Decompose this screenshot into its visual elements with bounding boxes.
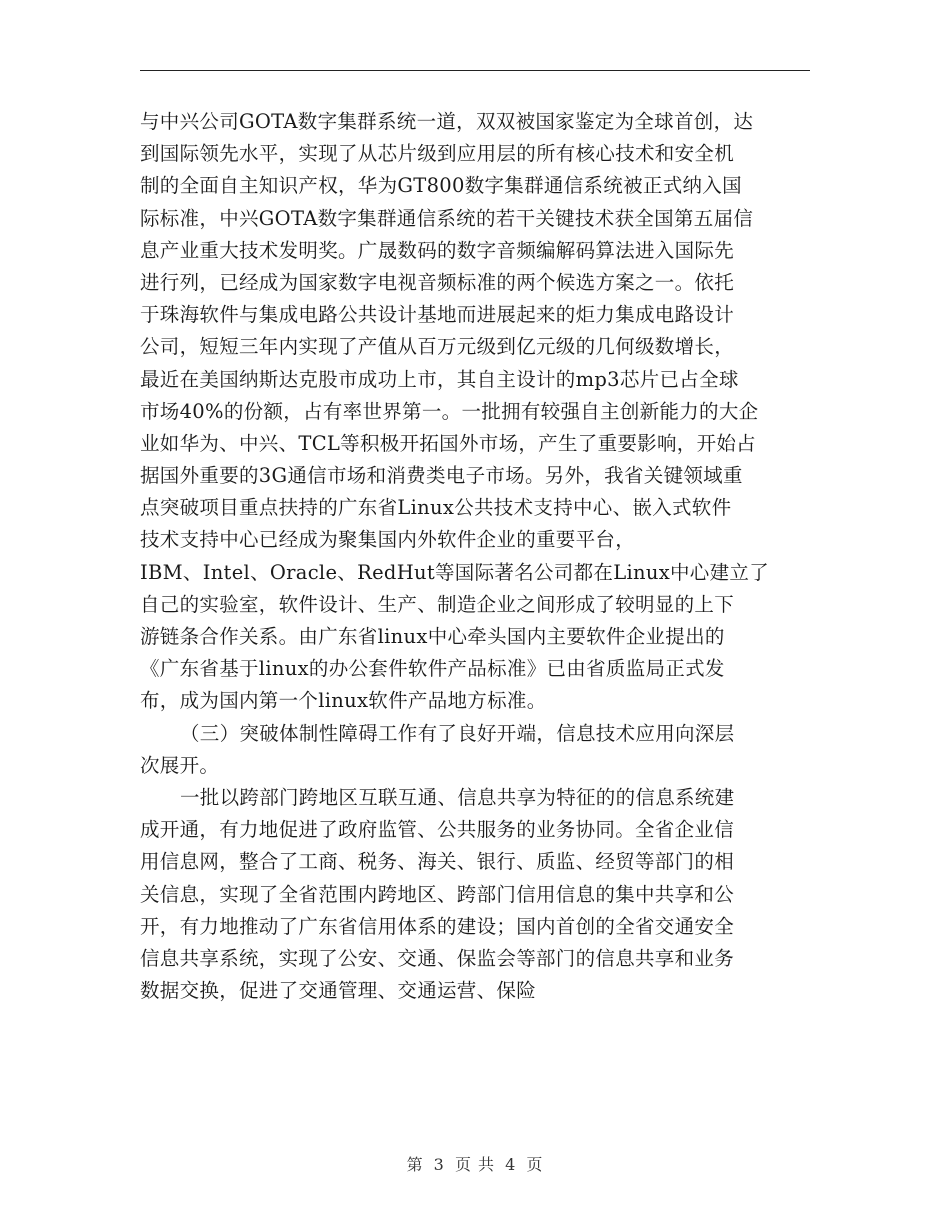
text-line: 用信息网，整合了工商、税务、海关、银行、质监、经贸等部门的相: [140, 850, 735, 874]
text-line: 市场40%的份额，占有率世界第一。一批拥有较强自主创新能力的大企: [140, 399, 759, 423]
page-footer: [0, 1152, 950, 1175]
text-line: 业如华为、中兴、TCL等积极开拓国外市场，产生了重要影响，开始占: [140, 431, 756, 455]
footer-middle: 页 共: [454, 1155, 496, 1174]
text-line: 到国际领先水平，实现了从芯片级到应用层的所有核心技术和安全机: [140, 142, 735, 166]
header-rule: [140, 70, 810, 71]
footer-prefix: 第: [406, 1155, 424, 1174]
section-heading: （三）突破体制性障碍工作有了良好开端，信息技术应用向深层: [180, 721, 735, 745]
text-line: 关信息，实现了全省范围内跨地区、跨部门信用信息的集中共享和公: [140, 882, 735, 906]
text-line: 布，成为国内第一个linux软件产品地方标准。: [140, 689, 547, 713]
text-line: 与中兴公司GOTA数字集群系统一道，双双被国家鉴定为全球首创，达: [140, 110, 754, 133]
page-total: 4: [505, 1155, 517, 1174]
section-heading-continued: 次展开。: [140, 753, 220, 777]
text-line: 最近在美国纳斯达克股市成功上市，其自主设计的mp3芯片已占全球: [140, 367, 739, 391]
text-line: 一批以跨部门跨地区互联互通、信息共享为特征的的信息系统建: [180, 785, 735, 809]
text-line: 公司，短短三年内实现了产值从百万元级到亿元级的几何级数增长，: [140, 335, 735, 359]
text-line: 点突破项目重点扶持的广东省Linux公共技术支持中心、嵌入式软件: [140, 496, 732, 520]
text-line: 于珠海软件与集成电路公共设计基地而进展起来的炬力集成电路设计: [140, 303, 735, 327]
text-line: 技术支持中心已经成为聚集国内外软件企业的重要平台，: [140, 528, 636, 552]
text-line: 数据交换，促进了交通管理、交通运营、保险: [140, 979, 537, 1003]
text-line: 成开通，有力地促进了政府监管、公共服务的业务协同。全省企业信: [140, 818, 735, 842]
text-line: 息产业重大技术发明奖。广晟数码的数字音频编解码算法进入国际先: [140, 238, 735, 262]
text-line: 制的全面自主知识产权，华为GT800数字集群通信系统被正式纳入国: [140, 174, 742, 198]
page-number: 3: [433, 1155, 445, 1174]
text-line: IBM、Intel、Oracle、RedHut等国际著名公司都在Linux中心建立了: [140, 560, 770, 584]
text-line: 进行列，已经成为国家数字电视音频标准的两个候选方案之一。依托: [140, 270, 735, 294]
text-line: 游链条合作关系。由广东省linux中心牵头国内主要软件企业提出的: [140, 625, 725, 648]
body-text: [140, 106, 812, 1007]
text-line: 开，有力地推动了广东省信用体系的建设；国内首创的全省交通安全: [140, 914, 735, 938]
text-line: 《广东省基于linux的办公套件软件产品标准》已由省质监局正式发: [140, 657, 725, 681]
text-line: 自己的实验室，软件设计、生产、制造企业之间形成了较明显的上下: [140, 592, 735, 616]
footer-suffix: 页: [526, 1155, 544, 1174]
text-line: 际标准，中兴GOTA数字集群通信系统的若干关键技术获全国第五届信: [140, 206, 754, 230]
text-line: 信息共享系统，实现了公安、交通、保监会等部门的信息共享和业务: [140, 946, 735, 970]
text-line: 据国外重要的3G通信市场和消费类电子市场。另外，我省关键领域重: [140, 464, 743, 488]
